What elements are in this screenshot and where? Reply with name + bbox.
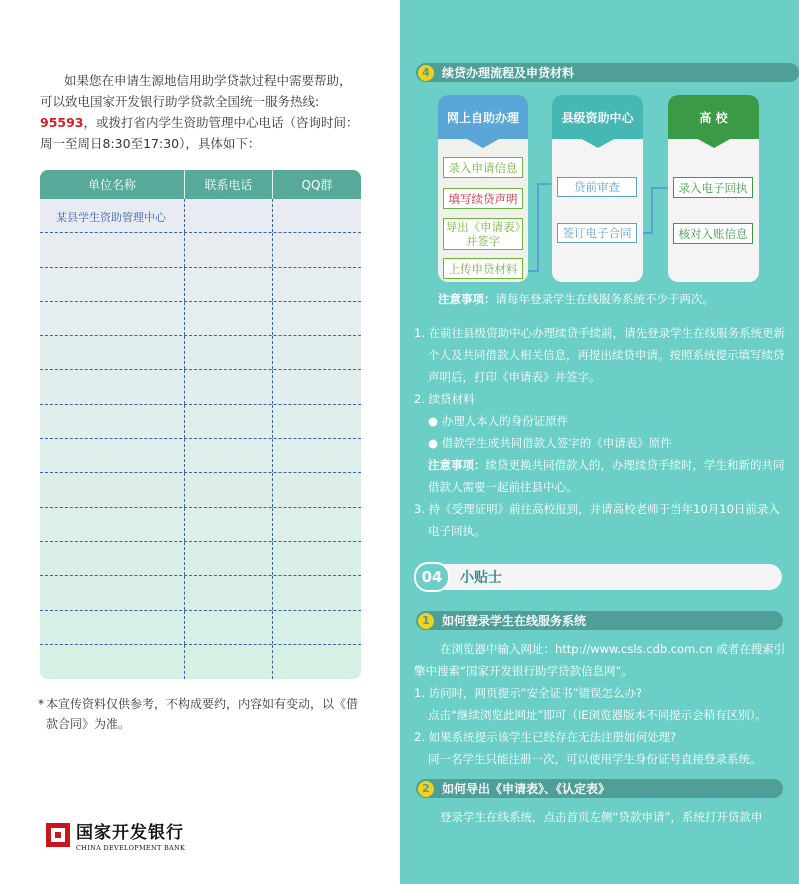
section-4-title: 续贷办理流程及申贷材料	[442, 66, 575, 80]
table-cell	[40, 473, 185, 506]
table-row	[40, 576, 361, 610]
table-header	[40, 170, 361, 199]
flow-column-online	[438, 95, 528, 282]
renewal-instructions	[414, 322, 789, 542]
table-row	[40, 645, 361, 679]
table-cell	[185, 473, 273, 506]
table-cell	[40, 611, 185, 644]
flow-column-online-header	[438, 95, 528, 139]
intro-text-1: 如果您在申请生源地信用助学贷款过程中需要帮助，可以致电国家开发银行助学贷款全国统一服务热线:	[40, 73, 352, 109]
table-cell	[40, 508, 185, 541]
table-cell	[273, 439, 361, 472]
renewal-note-text: 续贷更换共同借款人的，办理续贷手续时，学生和新的共同借款人需要一起前往县中心。	[428, 458, 785, 494]
flow-step: 录入电子回执	[673, 177, 753, 198]
instruction-1: 1. 在前往县级资助中心办理续贷手续前，请先登录学生在线服务系统更新个人及共同借款人相关信息，再提出续贷申请。按照系统提示填写续贷声明后，打印《申请表》并签字。	[414, 326, 786, 384]
flow-note-text: 请每年登录学生在线服务系统不少于两次。	[495, 292, 714, 306]
table-cell	[185, 233, 273, 266]
material-item-1: ● 办理人本人的身份证原件	[428, 414, 569, 428]
contact-table	[40, 170, 361, 679]
table-row	[40, 336, 361, 370]
header-unit-name: 单位名称	[40, 170, 185, 199]
logo-english-name: CHINA DEVELOPMENT BANK	[76, 844, 186, 852]
table-row	[40, 302, 361, 336]
table-cell	[273, 233, 361, 266]
table-cell	[185, 370, 273, 403]
table-row	[40, 405, 361, 439]
tip-1-header	[416, 611, 783, 630]
table-cell	[273, 405, 361, 438]
tip-1-paragraph: 在浏览器中输入网址：http://www.csls.cdb.com.cn 或者在搜索引擎中搜索“国家开发银行助学贷款信息网”。	[414, 642, 786, 678]
flow-step: 贷前审查	[557, 177, 637, 197]
tip-2-body: 登录学生在线系统，点击首页左侧“贷款申请”，系统打开贷款申	[440, 810, 763, 824]
tip-1-number: 1	[418, 613, 434, 629]
table-row	[40, 439, 361, 473]
instruction-3: 3. 持《受理证明》前往高校报到，并请高校老师于当年10月10日前录入电子回执。	[414, 502, 780, 538]
table-row	[40, 199, 361, 233]
flow-connector	[537, 183, 539, 272]
tip-2-title: 如何导出《申请表》、《认定表》	[442, 782, 611, 796]
right-page	[400, 0, 799, 884]
table-cell	[40, 405, 185, 438]
table-cell	[185, 302, 273, 335]
table-cell	[273, 508, 361, 541]
table-cell	[185, 336, 273, 369]
table-cell	[273, 473, 361, 506]
intro-text-2: ，或拨打省内学生资助管理中心电话（咨询时间：周一至周日8:30至17:30），具体如下：	[40, 115, 359, 151]
tip-1-body	[414, 638, 789, 770]
table-row	[40, 473, 361, 507]
table-cell	[273, 302, 361, 335]
table-cell	[273, 576, 361, 609]
table-cell	[185, 508, 273, 541]
bank-logo	[46, 818, 185, 852]
table-row	[40, 370, 361, 404]
flow-col2-title: 县级资助中心	[561, 110, 634, 125]
flow-connector	[651, 187, 669, 189]
note-text: 本宣传资料仅供参考，不构成要约，内容如有变动，以《借款合同》为准。	[46, 697, 359, 731]
table-cell	[40, 336, 185, 369]
table-cell	[185, 268, 273, 301]
table-cell	[40, 370, 185, 403]
tips-header	[416, 564, 782, 590]
table-cell	[273, 199, 361, 232]
table-cell	[185, 199, 273, 232]
table-cell	[40, 268, 185, 301]
table-cell	[40, 645, 185, 679]
table-cell	[273, 611, 361, 644]
table-row	[40, 611, 361, 645]
table-row	[40, 268, 361, 302]
instruction-2: 2. 续贷材料	[414, 392, 475, 406]
tip-2-header	[416, 779, 783, 798]
table-cell	[40, 233, 185, 266]
flow-step: 上传申贷材料	[443, 258, 523, 279]
table-cell	[273, 542, 361, 575]
material-item-2: ● 借款学生或共同借款人签字的《申请表》原件	[428, 436, 672, 450]
table-cell	[273, 268, 361, 301]
renewal-note	[414, 454, 789, 498]
flow-step: 导出《申请表》并签字	[443, 218, 523, 250]
flow-step: 签订电子合同	[557, 223, 637, 243]
flow-connector	[537, 183, 551, 185]
intro-paragraph	[40, 70, 362, 154]
flow-column-county-header	[552, 95, 643, 139]
table-body	[40, 199, 361, 679]
table-cell	[273, 336, 361, 369]
flow-step: 填写续贷声明	[443, 188, 523, 209]
tips-title: 小贴士	[460, 570, 502, 586]
disclaimer-note	[38, 694, 368, 734]
table-cell	[273, 370, 361, 403]
section-4-number: 4	[418, 65, 434, 81]
tips-number: 04	[414, 562, 450, 592]
table-cell	[185, 405, 273, 438]
tip-1-question-2: 2. 如果系统提示该学生已经存在无法注册如何处理?	[414, 730, 677, 744]
tip-2-number: 2	[418, 781, 434, 797]
table-row	[40, 542, 361, 576]
table-cell	[40, 439, 185, 472]
table-cell	[40, 576, 185, 609]
table-cell	[185, 611, 273, 644]
table-cell	[185, 645, 273, 679]
flow-note	[438, 288, 788, 310]
tip-1-answer-2: 同一名学生只能注册一次，可以使用学生身份证号直接登录系统。	[428, 752, 762, 766]
renewal-note-label: 注意事项：	[428, 458, 486, 472]
flow-column-university-header	[668, 95, 759, 139]
flow-column-university	[668, 95, 759, 282]
header-phone: 联系电话	[185, 170, 273, 199]
table-cell	[185, 576, 273, 609]
tip-1-question-1: 1. 访问时，网页提示“安全证书”错误怎么办?	[414, 686, 643, 700]
flow-step: 核对入账信息	[673, 223, 753, 244]
flow-note-label: 注意事项：	[438, 292, 496, 306]
section-4-header	[416, 63, 799, 82]
table-cell	[40, 542, 185, 575]
table-cell	[185, 439, 273, 472]
table-cell	[185, 542, 273, 575]
table-row	[40, 233, 361, 267]
table-cell	[273, 645, 361, 679]
bank-logo-icon	[46, 823, 70, 847]
note-star: *	[38, 697, 44, 711]
tip-1-title: 如何登录学生在线服务系统	[442, 614, 587, 628]
flow-step: 录入申请信息	[443, 157, 523, 178]
logo-chinese-name: 国家开发银行	[76, 823, 184, 843]
tip-1-answer-1: 点击“继续浏览此网址”即可（IE浏览器版本不同提示会稍有区别）。	[428, 708, 767, 722]
table-row	[40, 508, 361, 542]
flow-col1-title: 网上自助办理	[446, 110, 519, 125]
flow-col3-title: 高 校	[699, 110, 728, 125]
flow-connector	[651, 187, 653, 234]
table-cell: 某县学生资助管理中心	[40, 199, 185, 232]
table-cell	[40, 302, 185, 335]
flow-column-county	[552, 95, 643, 282]
hotline-number: 95593	[40, 115, 84, 130]
header-qq: QQ群	[301, 178, 333, 192]
